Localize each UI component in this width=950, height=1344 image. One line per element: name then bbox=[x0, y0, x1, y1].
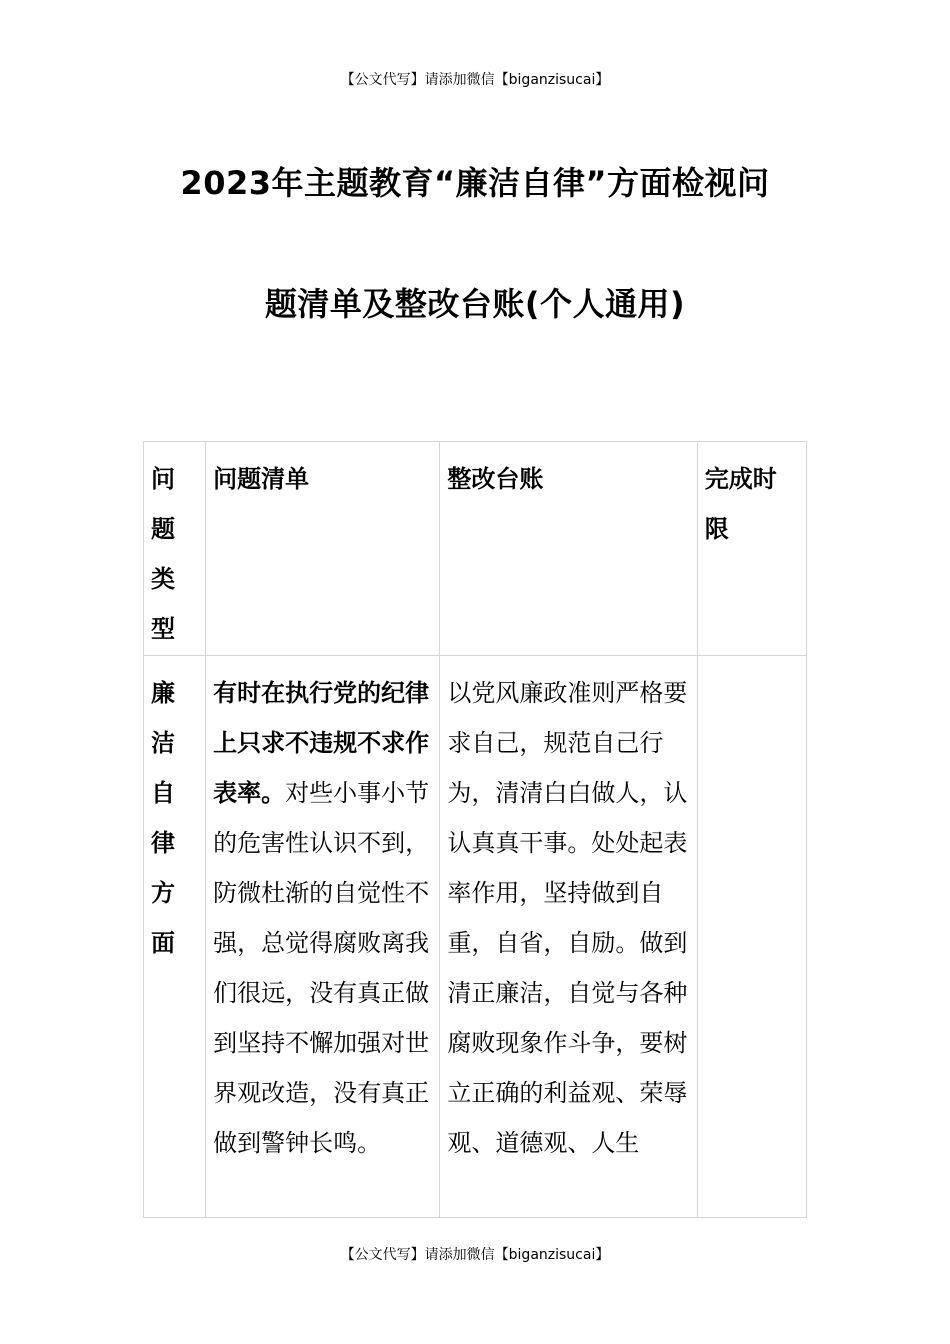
ledger-table bbox=[143, 441, 807, 1218]
table-header-row bbox=[144, 442, 807, 656]
row-fix-text: 以党风廉政准则严格要求自己，规范自己行为，清清白白做人，认认真真干事。处处起表率作用，坚持做到自重，自省，自励。做到清正廉洁，自觉与各种腐败现象作斗争，要树立正确的利益观、荣辱观、道德观、人生 bbox=[447, 679, 688, 1157]
row-type-text: 廉洁自律方面 bbox=[151, 679, 175, 957]
row-issue-bold-text: 有时在执行党的纪律上只求不违规不求作表率。 bbox=[213, 679, 430, 807]
header-note: 【公文代写】请添加微信【biganzisucai】 bbox=[340, 72, 610, 88]
header-cell-fix bbox=[440, 442, 697, 656]
document-title-line-1: 2023年主题教育“廉洁自律”方面检视问 bbox=[180, 164, 770, 202]
header-type-label: 问题类型 bbox=[151, 465, 175, 643]
header-fix-label: 整改台账 bbox=[447, 465, 544, 493]
header-cell-deadline bbox=[697, 442, 806, 656]
cell-type bbox=[144, 656, 206, 1218]
row-issue-text: 对些小事小节的危害性认识不到，防微杜渐的自觉性不强，总觉得腐败离我们很远，没有真正做到坚持不懈加强对世界观改造，没有真正做到警钟长鸣。 bbox=[213, 779, 430, 1157]
header-deadline-label: 完成时限 bbox=[704, 465, 777, 543]
document-title-line-2: 题清单及整改台账(个人通用) bbox=[264, 285, 686, 323]
cell-issue bbox=[206, 656, 440, 1218]
cell-deadline bbox=[697, 656, 806, 1218]
table-row bbox=[144, 656, 807, 1218]
header-cell-type bbox=[144, 442, 206, 656]
header-cell-issue bbox=[206, 442, 440, 656]
header-issue-label: 问题清单 bbox=[213, 465, 310, 493]
footer-note: 【公文代写】请添加微信【biganzisucai】 bbox=[340, 1247, 610, 1263]
cell-fix bbox=[440, 656, 697, 1218]
